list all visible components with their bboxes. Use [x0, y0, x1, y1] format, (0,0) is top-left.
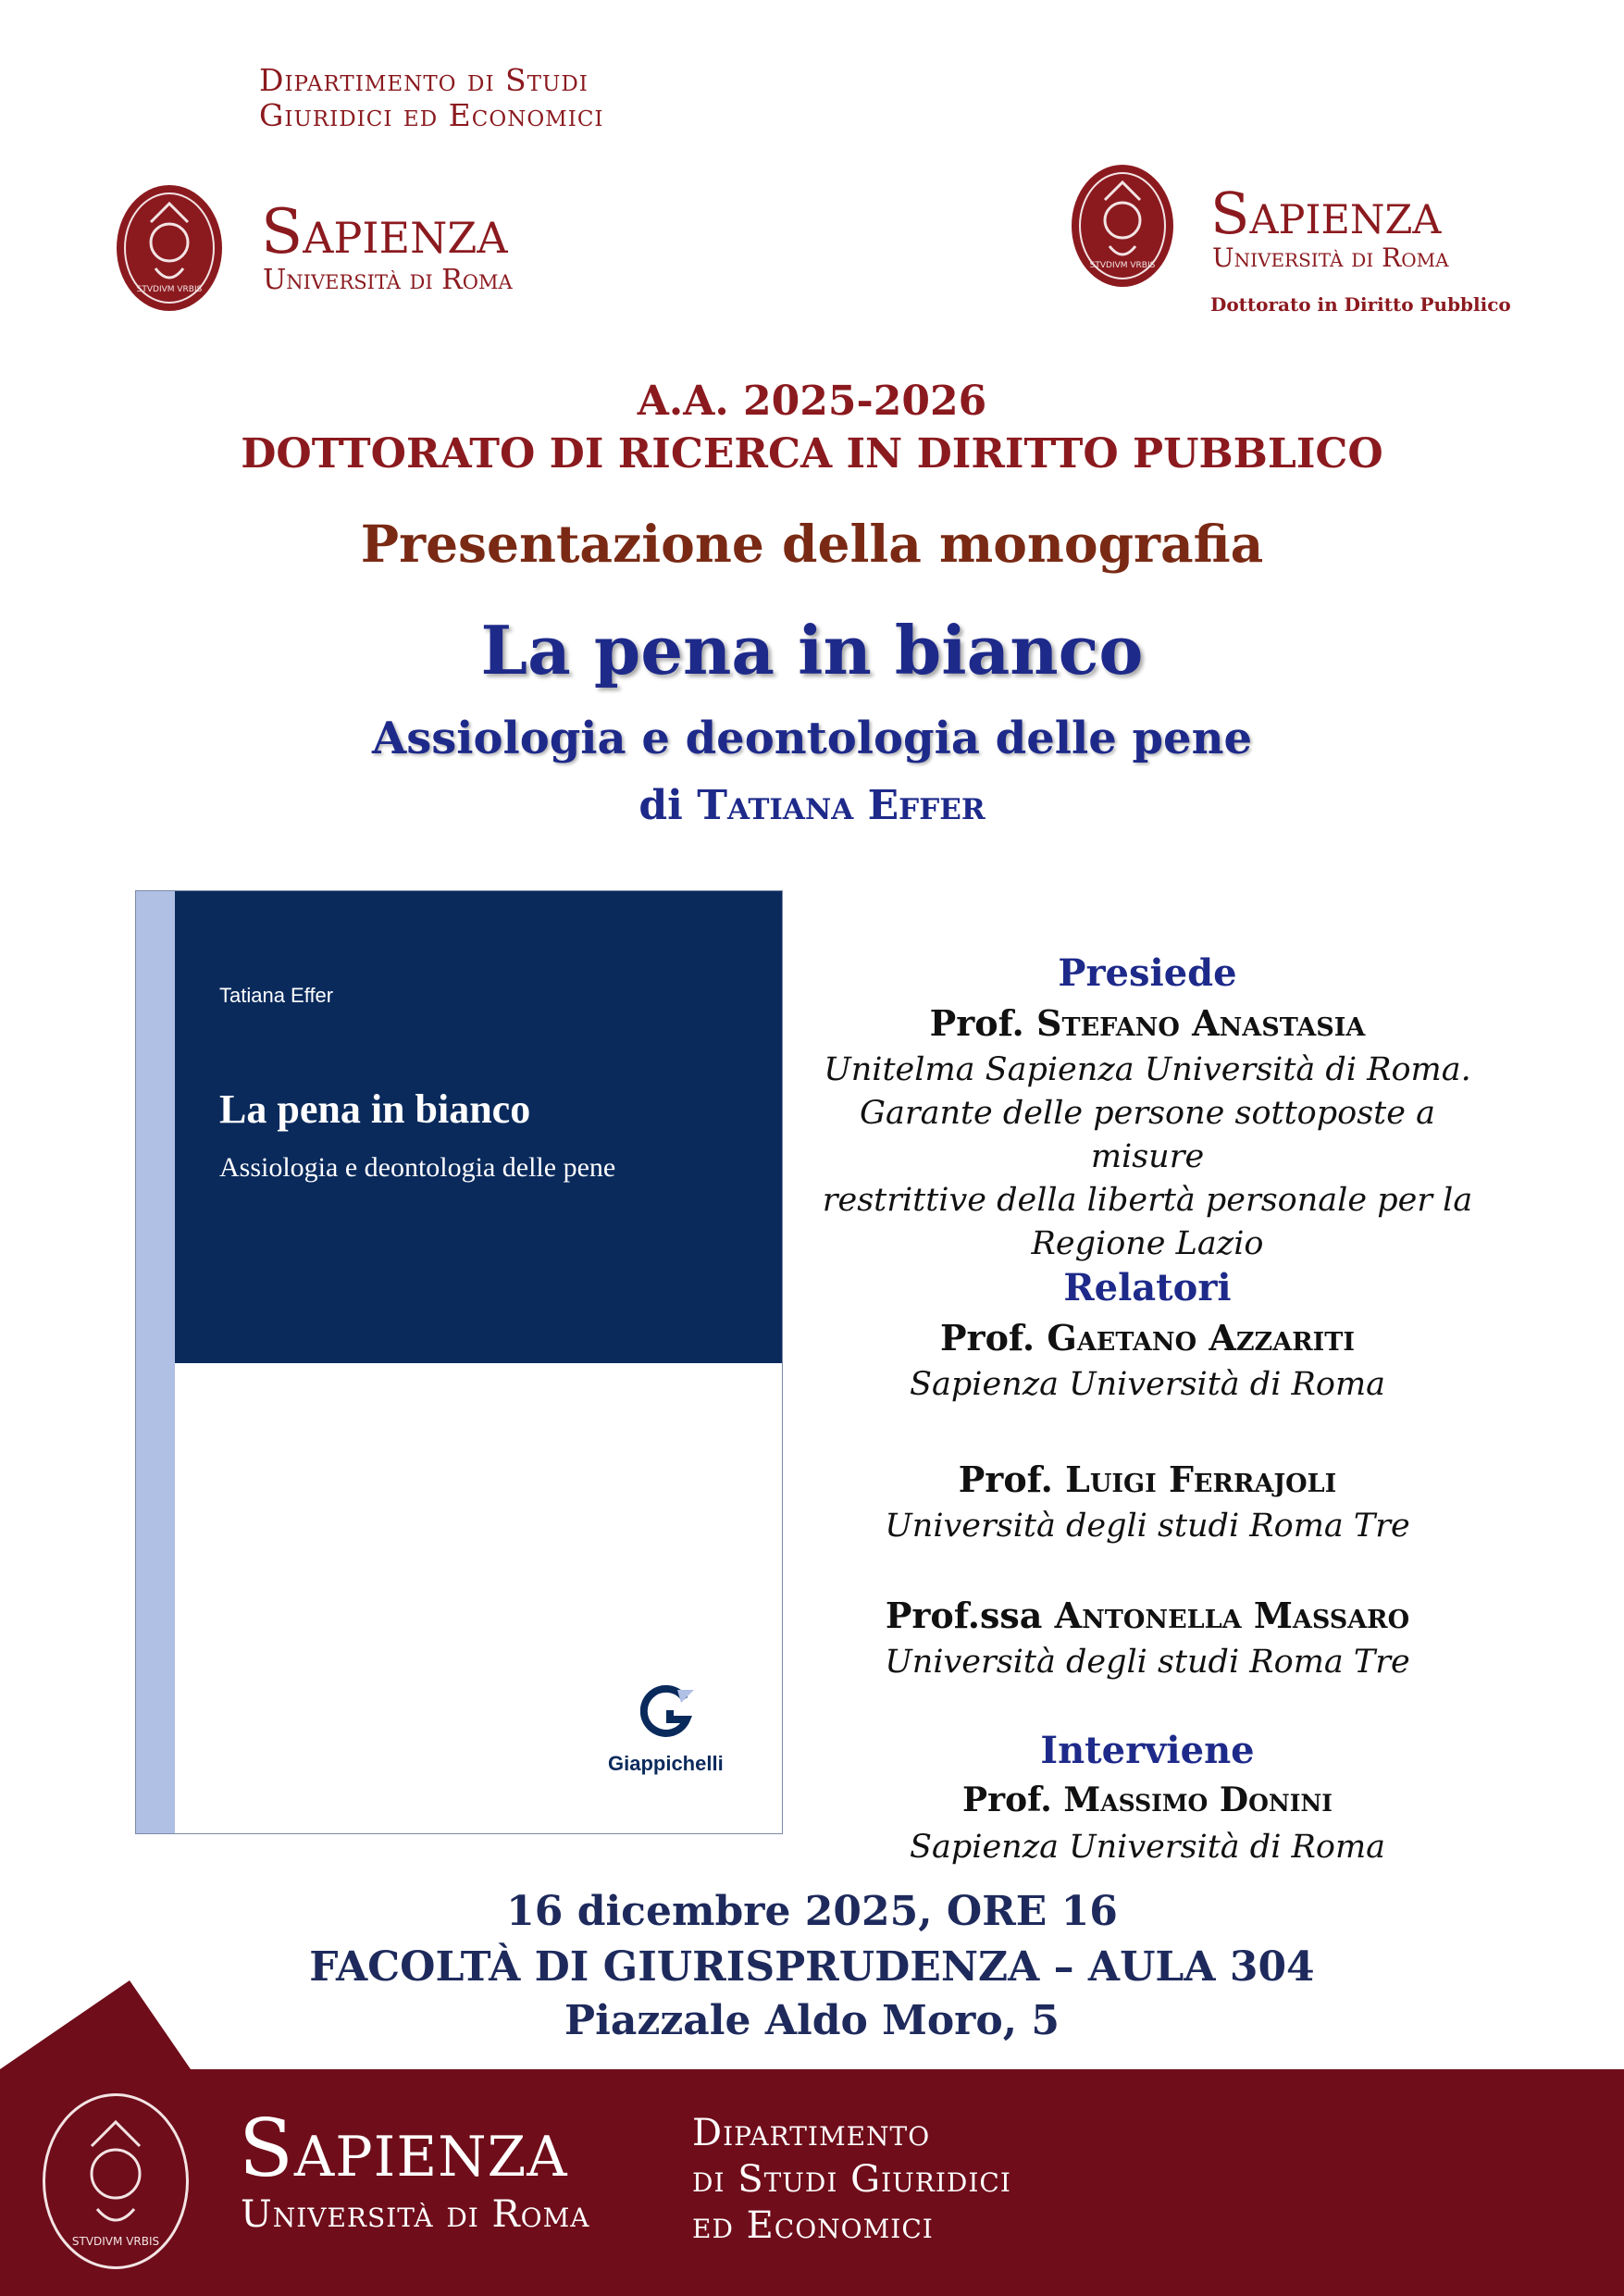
chair-name: Stefano Anastasia — [1036, 1002, 1366, 1044]
logo-left-name: Sapienza — [261, 196, 508, 267]
book-title: La pena in bianco — [480, 611, 1144, 689]
speaker-1 — [814, 1317, 1481, 1359]
author-name: Tatiana Effer — [697, 782, 986, 829]
publisher-logo-icon — [640, 1682, 696, 1738]
footer-dept-line-1: Dipartimento — [692, 2112, 931, 2154]
dept-line-1: Dipartimento di Studi — [259, 62, 589, 98]
sapienza-seal-icon — [43, 2093, 189, 2269]
dept-line-2: Giuridici ed Economici — [259, 97, 604, 133]
speaker-3-name: Antonella Massaro — [1054, 1595, 1410, 1636]
speaker-3 — [814, 1595, 1481, 1636]
event-address: Piazzale Aldo Moro, 5 — [564, 1997, 1060, 2044]
logo-left-sub: Università di Roma — [263, 264, 513, 296]
speaker-4 — [814, 1781, 1481, 1819]
speaker-1-name: Gaetano Azzariti — [1047, 1317, 1356, 1359]
speaker-4-title: Prof. — [962, 1781, 1052, 1819]
seal-text: STVDIVM VRBIS — [1089, 261, 1156, 270]
cover-spine — [136, 891, 175, 1833]
chair-aff-line: Garante delle persone sottoposte a misure — [860, 1095, 1435, 1175]
book-subtitle: Assiologia e deontologia delle pene — [371, 713, 1253, 764]
chair-aff-line: Regione Lazio — [1031, 1225, 1264, 1262]
event-place: FACOLTÀ DI GIURISPRUDENZA – AULA 304 — [309, 1943, 1315, 1991]
speaker-2-aff: Università degli studi Roma Tre — [885, 1508, 1410, 1545]
sapienza-seal-icon — [1072, 165, 1173, 287]
speaker-2-name: Luigi Ferrajoli — [1065, 1458, 1337, 1500]
footer-logo-sub: Università di Roma — [241, 2193, 590, 2236]
chair-name-line — [814, 1002, 1481, 1044]
speaker-1-title: Prof. — [939, 1317, 1035, 1359]
speaker-3-aff: Università degli studi Roma Tre — [885, 1644, 1410, 1681]
logo-right-name: Sapienza — [1210, 180, 1442, 247]
speaker-2-title: Prof. — [958, 1458, 1053, 1500]
cover-author: Tatiana Effer — [219, 984, 334, 1007]
by-prefix: di — [638, 782, 683, 829]
speaker-4-name: Massimo Donini — [1063, 1781, 1333, 1819]
book-author-line — [0, 782, 1624, 829]
footer-department — [692, 2110, 1011, 2249]
footer-logo-name: Sapienza — [239, 2103, 568, 2195]
footer-dept-line-2: di Studi Giuridici — [692, 2158, 1011, 2201]
event-type: Presentazione della monografia — [360, 514, 1264, 574]
chair-role: Presiede — [1058, 951, 1237, 995]
sapienza-seal-icon — [117, 185, 222, 311]
speaker-1-aff: Sapienza Università di Roma — [910, 1366, 1385, 1403]
chair-title: Prof. — [929, 1002, 1024, 1044]
cover-publisher: Giappichelli — [608, 1752, 724, 1775]
cover-subtitle: Assiologia e deontologia delle pene — [219, 1152, 616, 1183]
chair-aff-line: Unitelma Sapienza Università di Roma. — [824, 1051, 1471, 1088]
speaker-2 — [814, 1458, 1481, 1500]
seal-text: STVDIVM VRBIS — [71, 2235, 160, 2248]
speakers-role: Relatori — [1063, 1266, 1232, 1309]
speaker-3-title: Prof.ssa — [885, 1595, 1043, 1636]
academic-year: A.A. 2025-2026 — [637, 378, 987, 425]
footer-dept-line-3: ed Economici — [692, 2204, 934, 2247]
seal-text: STVDIVM VRBIS — [136, 285, 203, 294]
intervention-role: Interviene — [1040, 1729, 1255, 1772]
program-title: DOTTORATO DI RICERCA IN DIRITTO PUBBLICO — [241, 430, 1383, 478]
speaker-4-aff: Sapienza Università di Roma — [910, 1829, 1385, 1866]
logo-right-tagline: Dottorato in Diritto Pubblico — [1210, 293, 1511, 316]
logo-right-sub: Università di Roma — [1212, 242, 1449, 273]
cover-title: La pena in bianco — [219, 1086, 531, 1132]
chair-affiliation — [814, 1049, 1481, 1266]
department-header — [259, 63, 604, 133]
chair-aff-line: restrittive della libertà personale per la — [822, 1182, 1473, 1219]
book-cover — [135, 890, 783, 1834]
event-date: 16 dicembre 2025, ORE 16 — [506, 1888, 1118, 1935]
